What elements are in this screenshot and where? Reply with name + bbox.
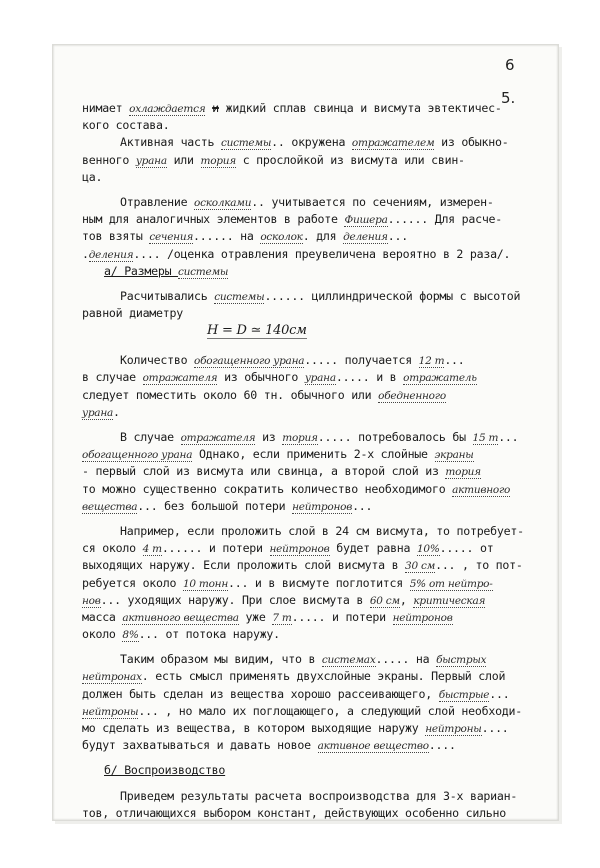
paragraph-gap xyxy=(82,643,552,651)
typed-text: нимает xyxy=(82,101,130,115)
handwritten-insertion: 30 см xyxy=(405,560,436,573)
typed-text: ..... потребовалось бы xyxy=(317,430,473,444)
typed-text: ..... от xyxy=(439,541,494,556)
text-line xyxy=(82,369,552,386)
handwritten-insertion: быстрых xyxy=(436,654,487,667)
typed-text: или xyxy=(166,152,201,167)
text-line xyxy=(82,152,552,169)
typed-text: венного xyxy=(82,152,136,167)
typed-text: ... , но мало их поглощающего, а следующий слой необходи- xyxy=(138,703,522,718)
typed-text: Расчитывались xyxy=(120,288,215,303)
typed-text: с прослойкой из висмута или свин- xyxy=(235,152,465,167)
typed-text: из обыкно- xyxy=(434,135,509,150)
typed-text: равной диаметру xyxy=(82,306,183,321)
handwritten-insertion: Фишера xyxy=(344,214,388,227)
text-line xyxy=(82,575,552,592)
handwritten-insertion: критическая xyxy=(413,594,486,607)
typed-text: .... /оценка отравления преувеличена вероятно в 2 раза/. xyxy=(133,246,511,261)
handwritten-insertion: активное вещество xyxy=(317,740,429,753)
typed-text: ...... и потери xyxy=(161,541,270,556)
typed-text: ребуется около xyxy=(82,575,183,590)
handwritten-insertion: системы xyxy=(220,137,272,150)
typed-text: В случае xyxy=(120,430,181,444)
typed-text: в случае xyxy=(82,370,143,385)
typed-text: из обычного xyxy=(217,370,305,385)
handwritten-insertion: отражатель xyxy=(403,372,477,385)
typed-text: ..... и в xyxy=(335,370,404,385)
text-line xyxy=(82,703,552,720)
typed-text: ...... циллиндрической формы с высотой xyxy=(264,288,521,303)
text-line xyxy=(82,352,552,369)
handwritten-insertion: 5% от нейтро- xyxy=(409,577,493,590)
typed-text: . xyxy=(113,404,120,419)
typed-text: тов взяты xyxy=(82,229,150,244)
handwritten-insertion: 12 т xyxy=(418,355,445,368)
text-line xyxy=(82,737,552,754)
typed-text: ца. xyxy=(82,169,103,184)
text-line xyxy=(82,626,552,643)
text-line xyxy=(82,211,552,228)
paragraph-gap xyxy=(82,421,552,429)
text-line xyxy=(82,194,552,211)
text-line xyxy=(82,387,552,404)
text-line xyxy=(82,609,552,626)
typed-text: будет равна xyxy=(329,541,417,556)
text-line xyxy=(82,651,552,668)
handwritten-insertion: быстрые xyxy=(438,688,490,701)
typed-text: - первый слой из висмута или свинца, а второй слой из xyxy=(82,464,446,479)
typed-text: ся около xyxy=(82,541,143,556)
handwritten-insertion: нейтроны xyxy=(425,723,482,735)
typed-text: ... xyxy=(489,686,510,701)
text-line xyxy=(82,788,552,805)
text-line xyxy=(82,762,552,779)
typed-text: Активная часть xyxy=(120,135,221,150)
text-line xyxy=(82,169,552,186)
struck-text: и xyxy=(212,101,219,115)
handwritten-insertion: нейтронов xyxy=(292,500,353,513)
handwritten-insertion: активного вещества xyxy=(122,611,239,624)
typed-text: должен быть сделан из вещества хорошо рассеивающего, xyxy=(82,686,439,701)
handwritten-insertion: деления xyxy=(343,231,388,244)
typed-text: .. окружена xyxy=(271,135,352,150)
section-heading: б/ Воспроизводство xyxy=(104,763,226,778)
page-number-top: 6 xyxy=(505,56,515,74)
handwritten-insertion: нейтронов xyxy=(269,543,330,556)
text-line xyxy=(82,540,552,557)
typed-text: Однако, если применить 2-х слойные xyxy=(192,447,435,462)
text-line xyxy=(82,429,552,446)
typed-text: , xyxy=(399,592,414,607)
formula-text: H = D ≃ 140см xyxy=(207,323,307,339)
handwritten-insertion: осколками xyxy=(194,196,252,209)
handwritten-insertion: осколок xyxy=(260,231,303,244)
handwritten-insertion: тория xyxy=(445,466,481,479)
handwritten-insertion: тория xyxy=(282,432,318,444)
handwritten-insertion: урана xyxy=(135,154,167,167)
text-line xyxy=(82,498,552,515)
document-body xyxy=(82,100,552,822)
text-line xyxy=(82,481,552,498)
typed-text: Таким образом мы видим, что в xyxy=(120,652,322,667)
typed-text: кого состава. xyxy=(82,118,170,133)
text-line xyxy=(82,117,552,134)
typed-text: тов, отличающихся выбором констант, действующих особенно сильно xyxy=(82,805,506,820)
typed-text: Количество xyxy=(120,353,195,368)
handwritten-insertion: активного xyxy=(452,483,511,496)
text-line xyxy=(82,720,552,737)
handwritten-insertion: экраны xyxy=(434,449,474,462)
typed-text: будут захватываться и давать новое xyxy=(82,738,318,753)
section-heading: а/ Размеры xyxy=(104,263,179,278)
text-line xyxy=(82,228,552,245)
typed-text: около xyxy=(82,627,123,642)
text-line xyxy=(82,246,552,263)
paragraph-gap xyxy=(82,280,552,288)
text-line xyxy=(82,288,552,305)
typed-text: ... xyxy=(444,353,465,368)
typed-text: .... xyxy=(428,738,456,753)
typed-text: ... от потока наружу. xyxy=(138,627,280,642)
typed-text: ... xyxy=(387,229,408,244)
handwritten-insertion: 10 тонн xyxy=(182,577,229,590)
typed-text: Приведем результаты расчета воспроизводства для 3-х вариан- xyxy=(120,788,518,803)
typed-text: .. учитывается по сечениям, измерен- xyxy=(251,194,494,209)
text-line xyxy=(82,134,552,151)
typed-text: ...... Для расче- xyxy=(387,212,503,227)
paragraph-gap xyxy=(82,186,552,194)
typed-text: Например, если проложить слой в 24 см висмута, то потребует- xyxy=(120,523,524,538)
paragraph-gap xyxy=(82,754,552,762)
typed-text: Отравление xyxy=(120,194,195,209)
typed-text: уже xyxy=(238,609,273,624)
typed-text: ..... и потери xyxy=(291,609,393,624)
handwritten-insertion: обогащенного урана xyxy=(194,355,305,368)
handwritten-insertion: 15 т xyxy=(472,432,499,444)
handwritten-insertion: 4 т xyxy=(142,543,162,556)
handwritten-insertion: системы xyxy=(178,265,229,278)
handwritten-insertion: нейтронах xyxy=(82,671,142,684)
typed-text: . xyxy=(82,246,89,261)
handwritten-insertion: 10% xyxy=(417,543,440,556)
typed-text: ... xyxy=(498,430,519,444)
handwritten-insertion: деления xyxy=(88,248,134,261)
typed-text: . есть смысл применять двухслойные экраны. Первый слой xyxy=(141,669,506,684)
text-line xyxy=(82,523,552,540)
typed-text: ...... на xyxy=(193,229,261,244)
text-line xyxy=(82,668,552,685)
page-number: 5. xyxy=(501,89,516,107)
formula-line xyxy=(82,322,552,344)
handwritten-insertion: нов xyxy=(82,594,101,607)
typed-text: . для xyxy=(302,229,344,244)
handwritten-insertion: 8% xyxy=(122,629,139,642)
typed-text: ... и в висмуте поглотится xyxy=(228,575,410,590)
typed-text: выходящих наружу. Если проложить слой висмута в xyxy=(82,558,406,573)
handwritten-insertion: системы xyxy=(214,290,265,303)
typed-text: ... без большой потери xyxy=(137,498,293,513)
handwritten-insertion: урана xyxy=(304,372,336,385)
handwritten-insertion: нейтронов xyxy=(392,611,453,624)
handwritten-insertion: отражателя xyxy=(180,432,256,444)
text-line xyxy=(82,263,552,280)
handwritten-insertion: системах xyxy=(321,654,376,667)
typed-text: ... , то пот- xyxy=(435,558,523,573)
handwritten-insertion: тория xyxy=(200,154,236,167)
handwritten-insertion: 7 т xyxy=(272,611,292,624)
typed-text: .... xyxy=(481,721,509,735)
handwritten-insertion: нейтроны xyxy=(82,705,139,718)
typed-text: ..... на xyxy=(375,652,437,667)
typed-text: ным для аналогичных элементов в работе xyxy=(82,212,345,227)
handwritten-insertion: охлаждается xyxy=(129,103,206,115)
paragraph-gap xyxy=(82,344,552,352)
typed-text: ... xyxy=(352,498,373,513)
text-line xyxy=(82,686,552,703)
paragraph-gap xyxy=(82,515,552,523)
text-line xyxy=(82,446,552,463)
text-line xyxy=(82,557,552,574)
handwritten-insertion: сечения xyxy=(149,231,194,244)
handwritten-insertion: 60 см xyxy=(369,594,400,607)
handwritten-insertion: обедненного xyxy=(378,389,446,402)
typed-text: следует поместить около 60 тн. обычного или xyxy=(82,387,379,402)
paragraph-gap xyxy=(82,780,552,788)
text-line xyxy=(82,805,552,822)
typed-text: жидкий сплав свинца и висмута эвтектичес- xyxy=(218,101,502,115)
typed-text: то можно существенно сократить количество необходимого xyxy=(82,481,453,496)
text-line xyxy=(82,463,552,480)
typed-text: масса xyxy=(82,609,123,624)
handwritten-insertion: отражателем xyxy=(351,137,435,150)
typed-text: ... уходящих наружу. При слое висмута в xyxy=(100,592,370,607)
text-line xyxy=(82,100,552,117)
text-line xyxy=(82,592,552,609)
typed-text: ..... получается xyxy=(304,353,419,368)
text-line xyxy=(82,404,552,421)
handwritten-insertion: обогащенного урана xyxy=(82,449,193,462)
typed-text: из xyxy=(255,430,283,444)
handwritten-insertion: отражателя xyxy=(142,372,218,385)
text-line xyxy=(82,305,552,322)
handwritten-insertion: вещества xyxy=(82,500,138,513)
handwritten-insertion: урана xyxy=(82,406,113,419)
typed-text: мо сделать из вещества, в котором выходящие наружу xyxy=(82,721,426,735)
